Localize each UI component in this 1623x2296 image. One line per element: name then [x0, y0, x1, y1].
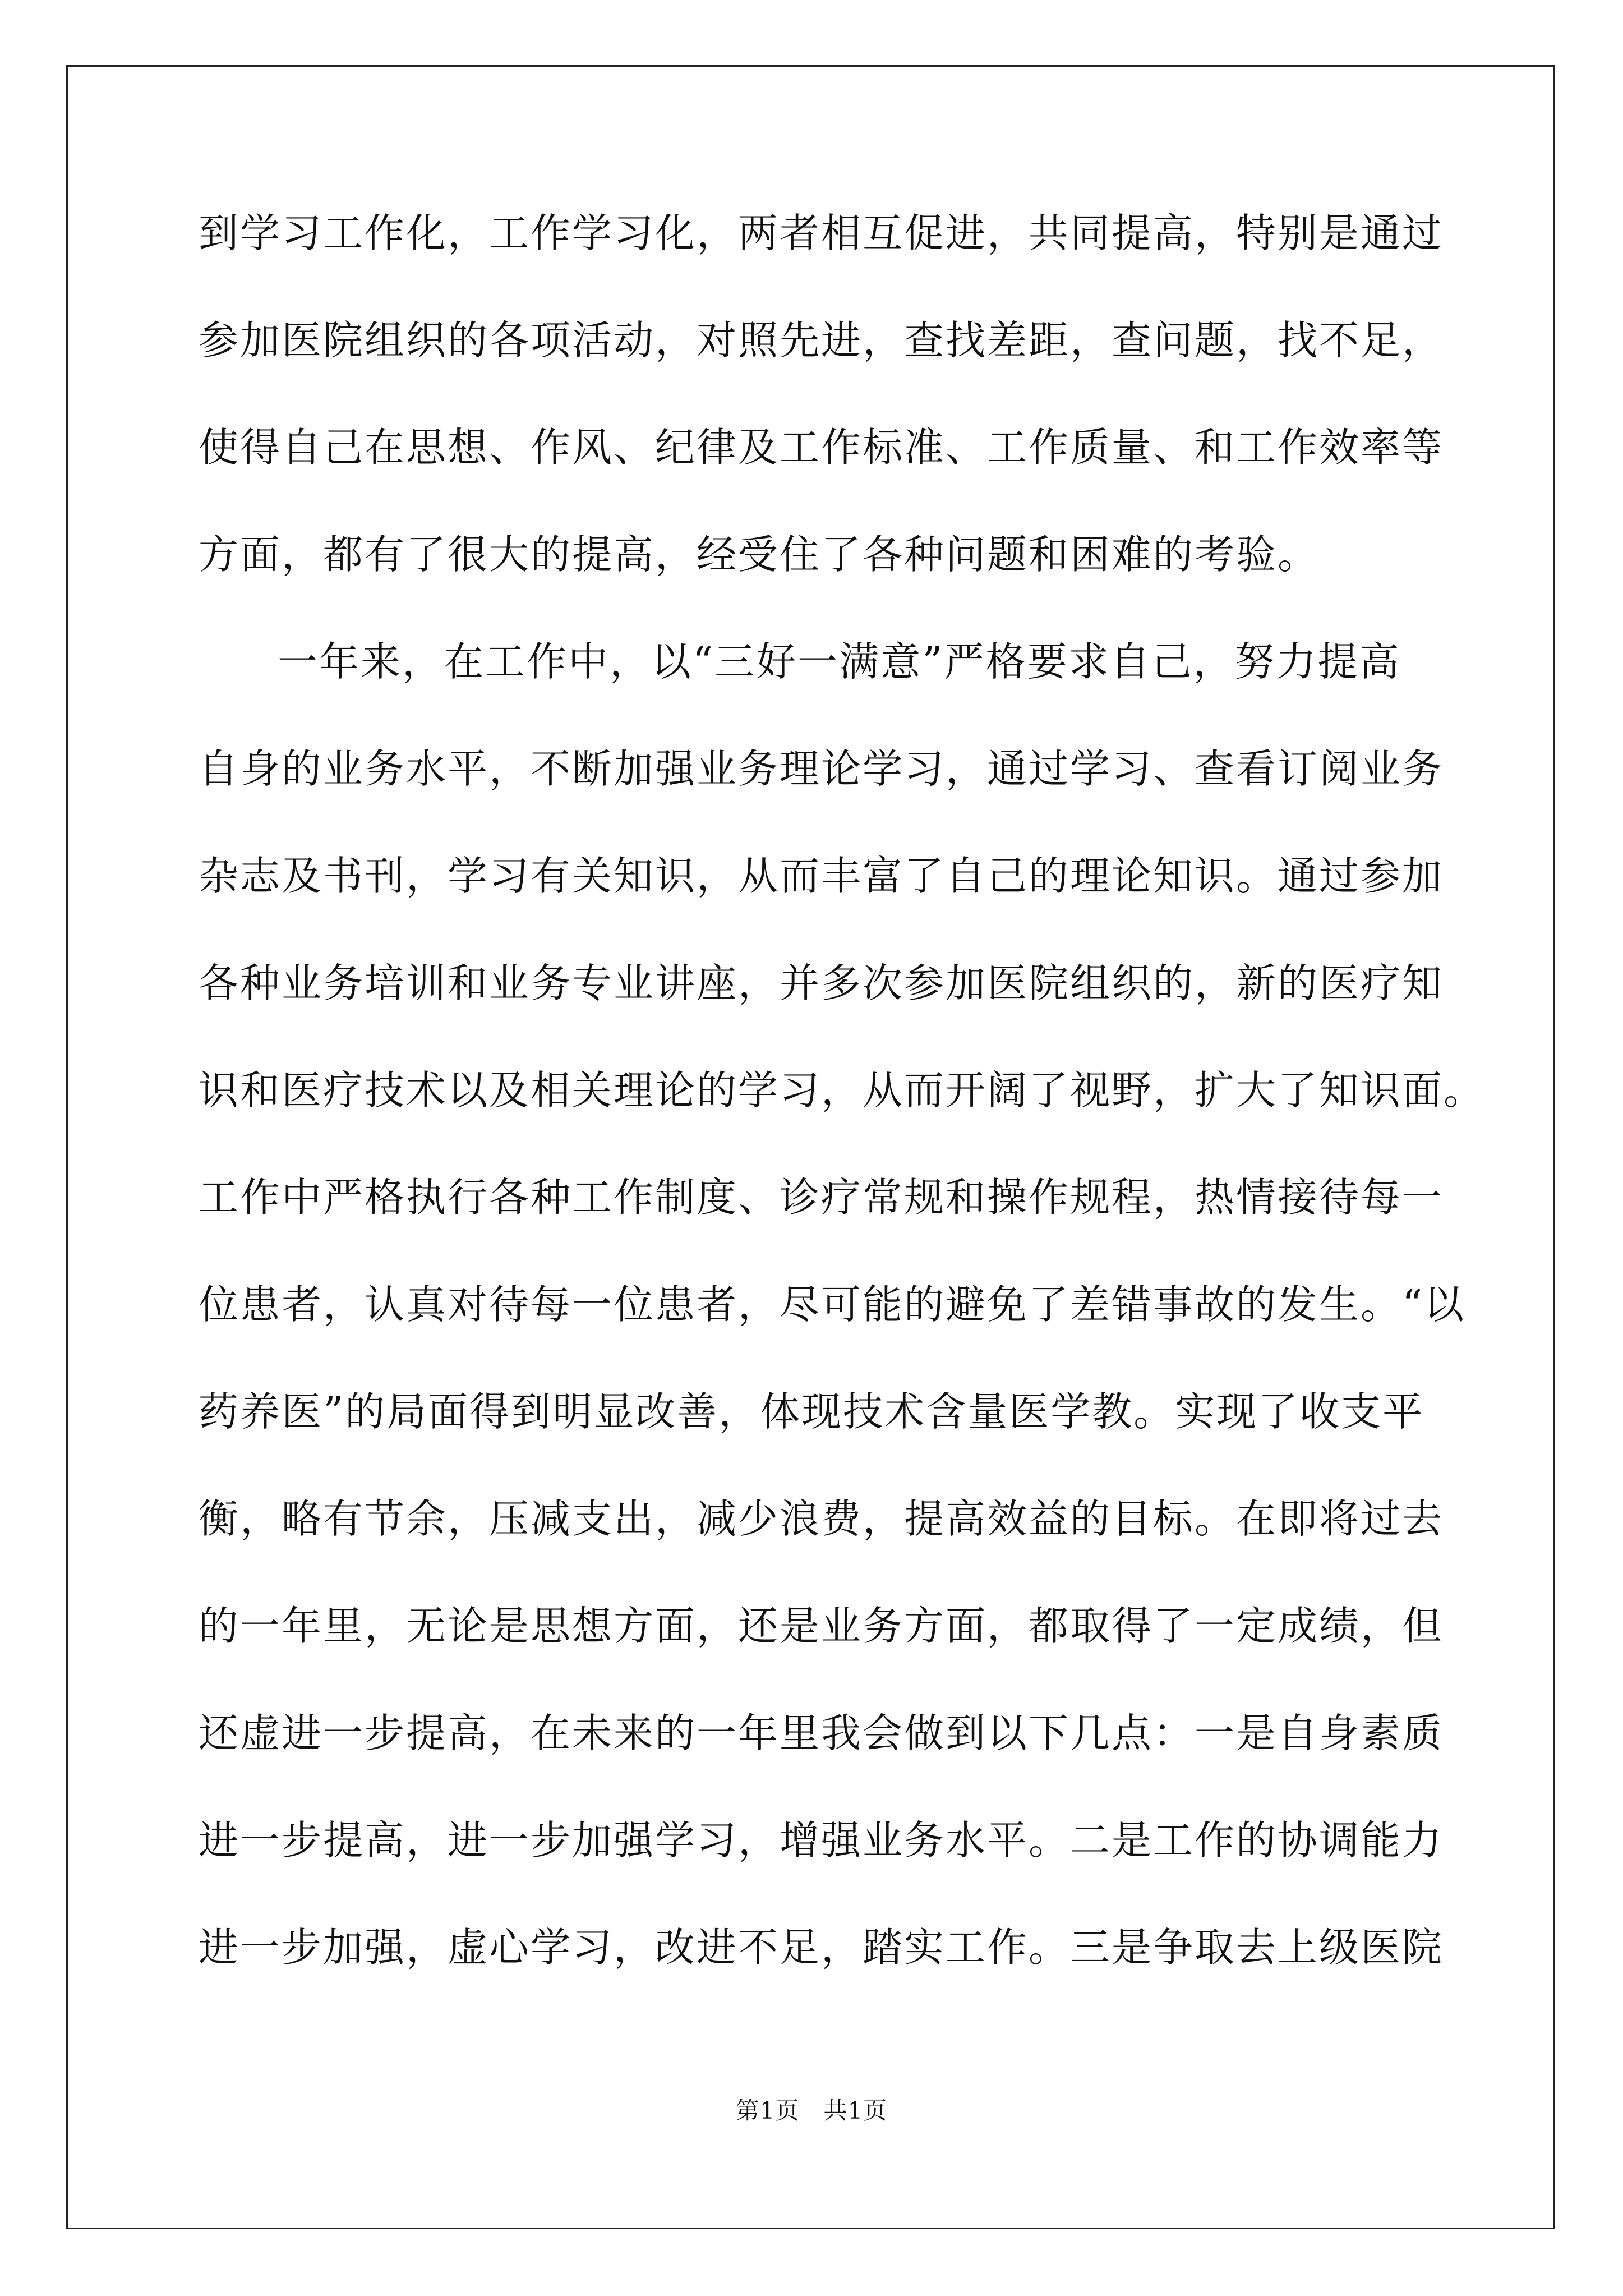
text-line: 杂志及书刊，学习有关知识，从而丰富了自己的理论知识。通过参加 [199, 853, 1444, 899]
page-number: 第1页 共1页 [735, 2097, 888, 2124]
text-line: 自身的业务水平，不断加强业务理论学习，通过学习、查看订阅业务 [199, 746, 1444, 792]
text-line: 的一年里，无论是思想方面，还是业务方面，都取得了一定成绩，但 [199, 1603, 1444, 1649]
text-line: 衡，略有节余，压减支出，减少浪费，提高效益的目标。在即将过去 [199, 1496, 1444, 1542]
text-line: 进一步提高，进一步加强学习，增强业务水平。二是工作的协调能力 [199, 1817, 1444, 1864]
text-line: 药养医”的局面得到明显改善，体现技术含量医学教。实现了收支平 [199, 1388, 1424, 1435]
text-line: 还虚进一步提高，在未来的一年里我会做到以下几点：一是自身素质 [199, 1710, 1444, 1756]
document-body [199, 210, 1486, 2035]
text-line: 到学习工作化，工作学习化，两者相互促进，共同提高，特别是通过 [199, 210, 1444, 256]
text-line: 工作中严格执行各种工作制度、诊疗常规和操作规程，热情接待每一 [199, 1174, 1444, 1221]
text-line: 参加医院组织的各项活动，对照先进，查找差距，查问题，找不足， [199, 317, 1444, 364]
text-line: 识和医疗技术以及相关理论的学习，从而开阔了视野，扩大了知识面。 [199, 1067, 1486, 1114]
text-line: 使得自己在思想、作风、纪律及工作标准、工作质量、和工作效率等 [199, 424, 1444, 471]
paragraph-first-line: 一年来，在工作中，以“三好一满意”严格要求自己，努力提高 [278, 638, 1401, 685]
text-line: 方面，都有了很大的提高，经受住了各种问题和困难的考验。 [199, 531, 1320, 578]
text-line: 各种业务培训和业务专业讲座，并多次参加医院组织的，新的医疗知 [199, 960, 1444, 1006]
text-line: 进一步加强，虚心学习，改进不足，踏实工作。三是争取去上级医院 [199, 1924, 1444, 1971]
text-line: 位患者，认真对待每一位患者，尽可能的避免了差错事故的发生。“以 [199, 1281, 1466, 1328]
